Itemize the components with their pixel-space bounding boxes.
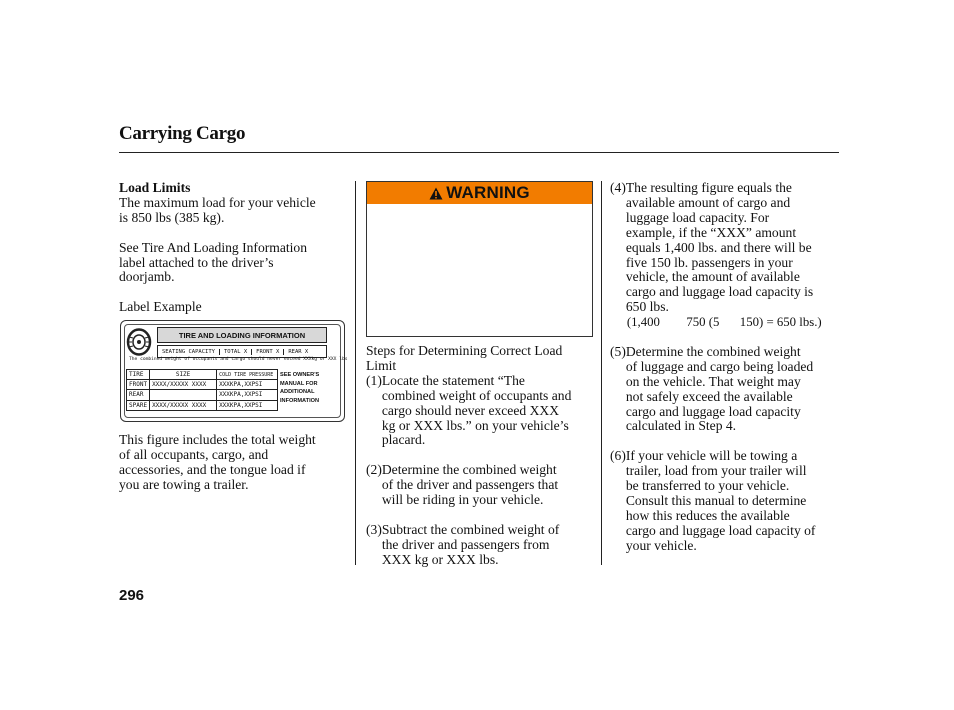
title-divider xyxy=(119,152,839,153)
text-line: trailer, load from your trailer will xyxy=(625,463,807,479)
table-cell: FRONT xyxy=(127,380,150,390)
text-line: of the driver and passengers that xyxy=(381,477,559,493)
text-line: is 850 lbs (385 kg). xyxy=(119,209,225,225)
table-header-cell: SIZE xyxy=(150,370,217,380)
step-number: (5) xyxy=(610,343,626,359)
tire-pressure-table xyxy=(126,369,278,411)
text-line: The maximum load for your vehicle xyxy=(119,194,316,210)
text-line: cargo and luggage load capacity xyxy=(625,403,801,419)
text-line: 650 lbs. xyxy=(625,299,669,315)
seating-front: FRONT X xyxy=(251,349,283,355)
tire-label-heading: TIRE AND LOADING INFORMATION xyxy=(157,327,327,343)
text-line: luggage load capacity. For xyxy=(625,209,770,225)
table-row xyxy=(127,400,278,410)
warning-bar xyxy=(367,182,592,204)
text-line: be transferred to your vehicle. xyxy=(625,478,790,494)
note-line: MANUAL FOR xyxy=(280,380,318,387)
calc-part: (1,400 xyxy=(626,315,660,330)
section-heading: Load Limits xyxy=(119,180,191,195)
table-cell: XXXKPA,XXPSI xyxy=(217,390,278,400)
text-line: your vehicle. xyxy=(625,537,697,553)
table-cell: XXXX/XXXXX XXXX xyxy=(150,400,217,410)
text-line: Consult this manual to determine xyxy=(625,493,807,508)
column-divider-right xyxy=(601,181,602,565)
step-number: (2) xyxy=(366,462,382,478)
table-cell: SPARE xyxy=(127,400,150,410)
step-item xyxy=(610,449,842,553)
page-number: 296 xyxy=(119,587,145,604)
text-line: Determine the combined weight xyxy=(625,343,801,359)
weight-statement: The combined weight of occupants and cargo should never exceed XXXkg or XXX lbs xyxy=(129,357,348,362)
step-item xyxy=(366,374,598,449)
seating-rear: REAR X xyxy=(283,349,312,355)
table-header-cell: COLD TIRE PRESSURE xyxy=(217,370,278,380)
text-line: Determine the combined weight xyxy=(381,462,557,478)
text-line: The resulting figure equals the xyxy=(625,180,792,195)
page-title: Carrying Cargo xyxy=(119,123,246,144)
text-line: on the vehicle. That weight may xyxy=(625,373,801,389)
text-line: available amount of cargo and xyxy=(625,194,791,210)
text-line: how this reduces the available xyxy=(625,507,790,523)
table-row xyxy=(127,390,278,400)
text-line: This figure includes the total weight xyxy=(119,432,316,447)
text-line: example, if the “XXX” amount xyxy=(625,224,797,240)
table-cell: XXXX/XXXXX XXXX xyxy=(150,380,217,390)
figure-caption: Label Example xyxy=(119,299,202,315)
warning-label: WARNING xyxy=(446,183,530,202)
step-item xyxy=(610,345,842,434)
tire-icon xyxy=(126,328,152,356)
text-line: kg or XXX lbs.” on your vehicle’s xyxy=(381,417,569,433)
step-item xyxy=(366,523,598,568)
right-column xyxy=(610,181,842,554)
left-column-continued xyxy=(119,433,349,493)
step-item xyxy=(366,463,598,508)
step-number: (4) xyxy=(610,180,626,195)
text-line: cargo should never exceed XXX xyxy=(381,402,560,418)
step-number: (6) xyxy=(610,448,626,464)
table-cell xyxy=(150,390,217,400)
text-line: vehicle, the amount of available xyxy=(625,269,800,285)
text-line: five 150 lb. passengers in your xyxy=(625,254,793,270)
table-row xyxy=(127,380,278,390)
note-line: INFORMATION xyxy=(280,397,320,404)
text-line: Subtract the combined weight of xyxy=(381,521,560,537)
left-column xyxy=(119,181,347,315)
text-line: Limit xyxy=(366,357,397,373)
text-line: of luggage and cargo being loaded xyxy=(625,358,814,374)
table-cell: XXXKPA,XXPSI xyxy=(217,380,278,390)
table-header-cell: TIRE xyxy=(127,370,150,380)
calc-part: 750 (5 xyxy=(686,315,720,330)
text-line: will be riding in your vehicle. xyxy=(381,492,544,508)
step-number: (1) xyxy=(366,372,382,388)
text-line: equals 1,400 lbs. and there will be xyxy=(625,239,812,255)
warning-triangle-icon xyxy=(429,187,443,200)
text-line: of all occupants, cargo, and xyxy=(119,446,269,462)
text-line: doorjamb. xyxy=(119,269,175,285)
step-item xyxy=(610,181,842,330)
seating-total: TOTAL X xyxy=(219,349,251,355)
text-line: Steps for Determining Correct Load xyxy=(366,343,563,358)
text-line: placard. xyxy=(381,432,426,448)
step-number: (3) xyxy=(366,521,382,537)
calc-part: 150) = 650 lbs.) xyxy=(739,315,822,330)
note-line: ADDITIONAL xyxy=(280,389,315,396)
text-line: See Tire And Loading Information xyxy=(119,239,308,255)
warning-box xyxy=(366,181,593,337)
text-line: cargo and luggage load capacity of xyxy=(625,522,816,538)
text-line: XXX kg or XXX lbs. xyxy=(381,551,499,567)
example-calculation xyxy=(627,315,842,330)
note-line: SEE OWNER'S xyxy=(280,372,320,378)
text-line: label attached to the driver’s xyxy=(119,254,274,270)
text-line: not safely exceed the available xyxy=(625,388,793,404)
text-line: combined weight of occupants and xyxy=(381,387,572,403)
column-divider-left xyxy=(355,181,356,565)
table-cell: REAR xyxy=(127,390,150,400)
text-line: Locate the statement “The xyxy=(381,372,525,388)
tire-label-figure xyxy=(120,320,348,422)
table-cell: XXXKPA,XXPSI xyxy=(217,400,278,410)
owners-manual-note xyxy=(280,371,324,405)
seating-capacity-label: SEATING CAPACITY xyxy=(162,348,215,355)
text-line: calculated in Step 4. xyxy=(625,418,737,434)
middle-column xyxy=(366,344,598,568)
text-line: you are towing a trailer. xyxy=(119,476,249,492)
text-line: the driver and passengers from xyxy=(381,536,550,552)
text-line: If your vehicle will be towing a xyxy=(625,448,798,464)
text-line: cargo and luggage load capacity is xyxy=(625,284,814,300)
table-header-row xyxy=(127,370,278,380)
text-line: accessories, and the tongue load if xyxy=(119,461,306,477)
